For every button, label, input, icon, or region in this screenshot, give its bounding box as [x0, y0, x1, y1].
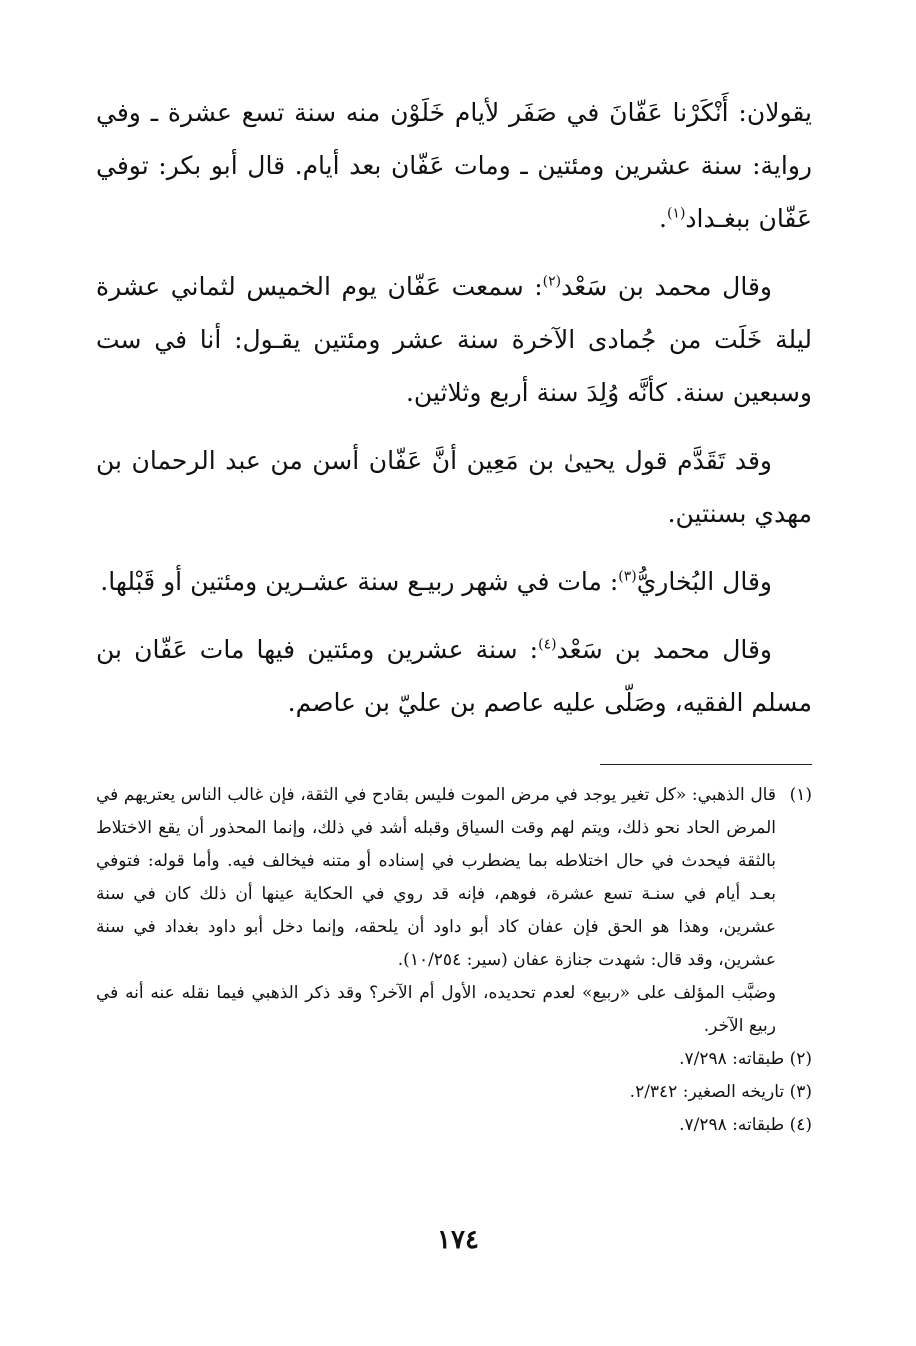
- footnote-body: [96, 779, 776, 1043]
- footnote-ref-4[interactable]: (٤): [538, 636, 557, 653]
- footnote-ref-2[interactable]: (٢): [542, 273, 562, 290]
- footnote-number: (٤): [789, 1115, 812, 1135]
- paragraph-text: وقد تَقَدَّم قول يحيىٰ بن مَعِين أنَّ عَفّان أسن من عبد الرحمان بن مهدي بسنتين.: [96, 446, 812, 528]
- paragraph-text: وقال محمد بن سَعْد: [556, 635, 772, 664]
- paragraph-gap: [96, 419, 812, 434]
- paragraph-text: وقال محمد بن سَعْد: [561, 272, 772, 301]
- paragraph-5: [96, 623, 812, 729]
- paragraph-gap: [96, 540, 812, 555]
- footnote-1: [96, 779, 812, 1043]
- footnote-2: [96, 1043, 812, 1076]
- footnote-body: طبقاته: ٧/٢٩٨.: [679, 1115, 785, 1135]
- footnote-divider: [600, 764, 812, 765]
- footnote-paragraph: قال الذهبي: «كل تغير يوجد في مرض الموت فليس بقادح في الثقة، فإن غالب الناس يعتريهم في المرض الحاد نحو ذلك، ويتم لهم وقت السياق وقبله أشد في ذلك، وإنما المحذور أن يقع الاختلاط بالثقة فيحدث في حال اختلاطه بما يضطرب في إسناده أو متنه فيخالف فيه. وأما قوله: فتوفي بعـد أيام في سنـة تسع عشرة، فوهم، فإنه قد روي في الحكاية عينها أن ذلك كان في سنة عشرين، وهذا هو الحق فإن عفان كاد أبو داود أن يلحقه، وإنما دخل أبو داود بغداد في سنة عشرين، وقد قال: شهدت جنازة عفان (سير: ١٠/٢٥٤).: [96, 785, 776, 970]
- page-number: ١٧٤: [437, 1225, 479, 1255]
- paragraph-3: [96, 434, 812, 540]
- footnotes: [96, 779, 812, 1142]
- footnote-paragraph: وضبَّب المؤلف على «ربيع» لعدم تحديده، الأول أم الآخر؟ وقد ذكر الذهبي فيما نقله عنه أنه في ربيع الآخر.: [96, 983, 776, 1036]
- footnote-body: طبقاته: ٧/٢٩٨.: [679, 1049, 785, 1069]
- paragraph-text: يقولان: أَنْكَرْنا عَفّانَ في صَفَر لأيام خَلَوْن منه سنة تسع عشرة ـ وفي رواية: سنة عشرين ومئتين ـ ومات عَفّان بعد أيام. قال أبو بكر: توفي عَفّان ببغـداد: [96, 98, 812, 233]
- main-text: [96, 86, 812, 729]
- paragraph-text: وقال البُخاريُّ: [636, 567, 772, 596]
- footnote-ref-1[interactable]: (١): [666, 205, 686, 222]
- paragraph-gap: [96, 245, 812, 260]
- paragraph-text-after: .: [659, 204, 667, 233]
- paragraph-text-after: : سمعت عَفّان يوم الخميس لثماني عشرة ليلة خَلَت من جُمادى الآخرة سنة عشر ومئتين يقـول: أنا في ست وسبعين سنة. كأنَّه وُلِدَ سنة أربع وثلاثين.: [96, 272, 812, 407]
- footnote-number: (١): [789, 785, 812, 805]
- footnote-number: (٣): [789, 1082, 812, 1102]
- footnote-ref-3[interactable]: (٣): [618, 568, 637, 585]
- paragraph-1: [96, 86, 812, 245]
- paragraph-gap: [96, 608, 812, 623]
- paragraph-2: [96, 260, 812, 419]
- paragraph-4: [96, 555, 812, 608]
- footnote-3: [96, 1076, 812, 1109]
- footnote-body: تاريخه الصغير: ٢/٣٤٢.: [629, 1082, 785, 1102]
- footnote-number: (٢): [789, 1049, 812, 1069]
- paragraph-text-after: : سنة عشرين ومئتين فيها مات عَفّان بن مسلم الفقيه، وصَلّى عليه عاصم بن عليّ بن عاصم.: [96, 635, 812, 717]
- footnote-4: [96, 1109, 812, 1142]
- paragraph-text-after: : مات في شهر ربيـع سنة عشـرين ومئتين أو قَبْلها.: [100, 567, 619, 596]
